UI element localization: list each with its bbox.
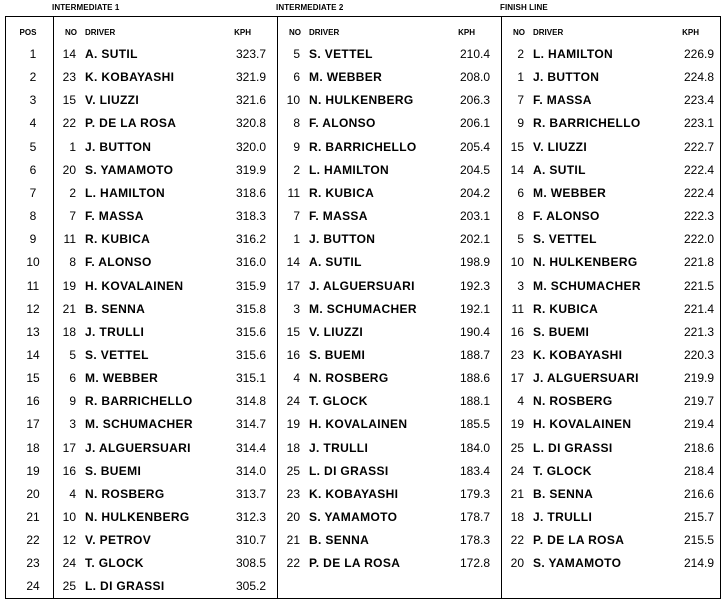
driver-name-cell: K. KOBAYASHI (533, 348, 623, 362)
position-cell: 19 (26, 464, 40, 478)
header-pos: POS (19, 28, 37, 37)
car-number-cell: 18 (510, 510, 524, 524)
driver-name-cell: L. DI GRASSI (533, 441, 613, 455)
speed-kph-cell: 183.4 (459, 464, 490, 478)
driver-name-cell: L. DI GRASSI (309, 464, 389, 478)
driver-name-cell: R. BARRICHELLO (309, 140, 417, 154)
speed-kph-cell: 318.6 (235, 186, 266, 200)
car-number-cell: 18 (286, 441, 300, 455)
position-cell: 13 (26, 325, 40, 339)
speed-kph-cell: 222.4 (683, 163, 714, 177)
driver-name-cell: S. BUEMI (309, 348, 366, 362)
car-number-cell: 9 (69, 394, 76, 408)
speed-kph-cell: 218.6 (683, 441, 714, 455)
driver-name-cell: R. KUBICA (309, 186, 375, 200)
car-number-cell: 1 (69, 140, 76, 154)
driver-name-cell: R. BARRICHELLO (85, 394, 193, 408)
driver-name-cell: J. ALGUERSUARI (309, 279, 415, 293)
position-cell: 17 (26, 417, 40, 431)
car-number-cell: 11 (287, 186, 300, 200)
driver-name-cell: S. VETTEL (533, 232, 597, 246)
car-number-cell: 3 (69, 417, 76, 431)
section-title-intermediate-2: INTERMEDIATE 2 (276, 3, 344, 12)
position-cell: 10 (26, 255, 40, 269)
car-number-cell: 21 (62, 302, 76, 316)
position-cell: 22 (26, 533, 40, 547)
speed-kph-cell: 219.4 (683, 417, 714, 431)
speed-kph-cell: 323.7 (235, 47, 266, 61)
driver-name-cell: S. BUEMI (533, 325, 590, 339)
car-number-cell: 23 (286, 487, 300, 501)
speed-kph-cell: 198.9 (459, 255, 490, 269)
driver-name-cell: S. VETTEL (85, 348, 149, 362)
driver-name-cell: K. KOBAYASHI (309, 487, 399, 501)
driver-name-cell: J. TRULLI (85, 325, 145, 339)
speed-kph-cell: 218.4 (683, 464, 714, 478)
car-number-cell: 3 (293, 302, 300, 316)
position-cell: 5 (29, 140, 37, 154)
driver-name-cell: H. KOVALAINEN (85, 279, 184, 293)
car-number-cell: 19 (286, 417, 300, 431)
car-number-cell: 24 (510, 464, 524, 478)
driver-name-cell: L. HAMILTON (85, 186, 166, 200)
driver-name-cell: J. BUTTON (533, 70, 600, 84)
car-number-cell: 23 (62, 70, 76, 84)
speed-kph-cell: 205.4 (459, 140, 490, 154)
speed-kph-cell: 219.7 (683, 394, 714, 408)
speed-kph-cell: 188.6 (459, 371, 490, 385)
car-number-cell: 11 (63, 232, 76, 246)
car-number-cell: 12 (62, 533, 76, 547)
driver-name-cell: T. GLOCK (309, 394, 368, 408)
driver-name-cell: V. PETROV (85, 533, 152, 547)
speed-kph-cell: 315.9 (235, 279, 266, 293)
speed-kph-cell: 188.7 (459, 348, 490, 362)
column-divider-finish-line (501, 16, 502, 599)
car-number-cell: 19 (510, 417, 524, 431)
speed-kph-cell: 190.4 (459, 325, 490, 339)
car-number-cell: 20 (286, 510, 300, 524)
speed-kph-cell: 316.0 (235, 255, 266, 269)
car-number-cell: 8 (69, 255, 76, 269)
speed-kph-cell: 185.5 (459, 417, 490, 431)
driver-name-cell: H. KOVALAINEN (533, 417, 632, 431)
speed-kph-cell: 203.1 (459, 209, 490, 223)
car-number-cell: 2 (293, 163, 300, 177)
driver-name-cell: T. GLOCK (533, 464, 592, 478)
driver-name-cell: M. SCHUMACHER (309, 302, 417, 316)
speed-kph-cell: 202.1 (459, 232, 490, 246)
driver-name-cell: N. ROSBERG (309, 371, 389, 385)
speed-kph-cell: 315.8 (235, 302, 266, 316)
position-cell: 20 (26, 487, 40, 501)
speed-kph-cell: 320.8 (235, 116, 266, 130)
driver-name-cell: M. WEBBER (309, 70, 383, 84)
car-number-cell: 5 (517, 232, 524, 246)
driver-name-cell: S. VETTEL (309, 47, 373, 61)
speed-kph-cell: 206.3 (459, 93, 490, 107)
car-number-cell: 8 (517, 209, 524, 223)
car-number-cell: 15 (62, 93, 76, 107)
driver-name-cell: H. KOVALAINEN (309, 417, 408, 431)
position-cell: 8 (29, 209, 37, 223)
header-no: NO (513, 28, 525, 37)
driver-name-cell: F. MASSA (309, 209, 368, 223)
driver-name-cell: P. DE LA ROSA (533, 533, 625, 547)
car-number-cell: 25 (62, 579, 76, 593)
speed-kph-cell: 192.3 (459, 279, 490, 293)
speed-kph-cell: 221.5 (683, 279, 714, 293)
car-number-cell: 16 (510, 325, 524, 339)
car-number-cell: 21 (510, 487, 524, 501)
car-number-cell: 4 (69, 487, 76, 501)
car-number-cell: 17 (62, 441, 76, 455)
car-number-cell: 20 (510, 556, 524, 570)
speed-kph-cell: 314.8 (235, 394, 266, 408)
car-number-cell: 4 (293, 371, 300, 385)
header-no: NO (65, 28, 77, 37)
car-number-cell: 25 (286, 464, 300, 478)
driver-name-cell: V. LIUZZI (533, 140, 588, 154)
speed-kph-cell: 220.3 (683, 348, 714, 362)
speed-kph-cell: 222.4 (683, 186, 714, 200)
driver-name-cell: T. GLOCK (85, 556, 144, 570)
speed-kph-cell: 321.6 (235, 93, 266, 107)
speed-kph-cell: 179.3 (459, 487, 490, 501)
header-kph: KPH (458, 28, 475, 37)
section-title-intermediate-1: INTERMEDIATE 1 (52, 3, 120, 12)
speed-kph-cell: 305.2 (235, 579, 266, 593)
car-number-cell: 15 (286, 325, 300, 339)
speed-kph-cell: 321.9 (235, 70, 266, 84)
car-number-cell: 24 (62, 556, 76, 570)
driver-name-cell: R. KUBICA (533, 302, 599, 316)
driver-name-cell: S. YAMAMOTO (309, 510, 398, 524)
car-number-cell: 18 (62, 325, 76, 339)
speed-kph-cell: 223.4 (683, 93, 714, 107)
car-number-cell: 6 (517, 186, 524, 200)
driver-name-cell: N. ROSBERG (85, 487, 165, 501)
car-number-cell: 20 (62, 163, 76, 177)
position-cell: 6 (29, 163, 37, 177)
car-number-cell: 2 (69, 186, 76, 200)
speed-kph-cell: 318.3 (235, 209, 266, 223)
car-number-cell: 6 (293, 70, 300, 84)
speed-kph-cell: 310.7 (235, 533, 266, 547)
car-number-cell: 10 (510, 255, 524, 269)
driver-name-cell: J. ALGUERSUARI (85, 441, 191, 455)
position-cell: 2 (29, 70, 37, 84)
car-number-cell: 22 (62, 116, 76, 130)
speed-kph-cell: 210.4 (459, 47, 490, 61)
speed-kph-cell: 204.2 (459, 186, 490, 200)
driver-name-cell: J. ALGUERSUARI (533, 371, 639, 385)
speed-kph-cell: 206.1 (459, 116, 490, 130)
car-number-cell: 25 (510, 441, 524, 455)
driver-name-cell: M. WEBBER (85, 371, 159, 385)
speed-kph-cell: 216.6 (683, 487, 714, 501)
car-number-cell: 7 (517, 93, 524, 107)
speed-kph-cell: 178.7 (459, 510, 490, 524)
position-cell: 14 (26, 348, 40, 362)
driver-name-cell: J. BUTTON (309, 232, 376, 246)
speed-kph-cell: 315.6 (235, 325, 266, 339)
car-number-cell: 1 (517, 70, 524, 84)
driver-name-cell: L. DI GRASSI (85, 579, 165, 593)
header-driver: DRIVER (85, 28, 116, 37)
car-number-cell: 4 (517, 394, 524, 408)
car-number-cell: 6 (69, 371, 76, 385)
position-cell: 18 (26, 441, 40, 455)
car-number-cell: 24 (286, 394, 300, 408)
car-number-cell: 3 (517, 279, 524, 293)
car-number-cell: 2 (517, 47, 524, 61)
speed-kph-cell: 224.8 (683, 70, 714, 84)
car-number-cell: 17 (286, 279, 300, 293)
position-cell: 23 (26, 556, 40, 570)
car-number-cell: 22 (510, 533, 524, 547)
position-cell: 3 (29, 93, 37, 107)
driver-name-cell: J. TRULLI (309, 441, 369, 455)
speed-kph-cell: 221.3 (683, 325, 714, 339)
car-number-cell: 5 (293, 47, 300, 61)
driver-name-cell: F. MASSA (85, 209, 144, 223)
speed-kph-cell: 319.9 (235, 163, 266, 177)
driver-name-cell: S. BUEMI (85, 464, 142, 478)
driver-name-cell: K. KOBAYASHI (85, 70, 175, 84)
driver-name-cell: N. HULKENBERG (85, 510, 190, 524)
speed-kph-cell: 315.1 (235, 371, 266, 385)
car-number-cell: 19 (62, 279, 76, 293)
position-cell: 12 (26, 302, 40, 316)
driver-name-cell: L. HAMILTON (309, 163, 390, 177)
car-number-cell: 5 (69, 348, 76, 362)
position-cell: 16 (26, 394, 40, 408)
speed-kph-cell: 214.9 (683, 556, 714, 570)
header-no: NO (289, 28, 301, 37)
driver-name-cell: B. SENNA (309, 533, 370, 547)
header-kph: KPH (682, 28, 699, 37)
speed-kph-cell: 314.0 (235, 464, 266, 478)
speed-kph-cell: 313.7 (235, 487, 266, 501)
driver-name-cell: F. ALONSO (309, 116, 376, 130)
driver-name-cell: N. HULKENBERG (309, 93, 414, 107)
driver-name-cell: A. SUTIL (85, 47, 138, 61)
driver-name-cell: B. SENNA (533, 487, 594, 501)
driver-name-cell: M. WEBBER (533, 186, 607, 200)
driver-name-cell: F. ALONSO (85, 255, 152, 269)
car-number-cell: 23 (510, 348, 524, 362)
driver-name-cell: A. SUTIL (533, 163, 586, 177)
position-cell: 1 (29, 47, 37, 61)
driver-name-cell: R. BARRICHELLO (533, 116, 641, 130)
position-cell: 7 (29, 186, 37, 200)
driver-name-cell: S. YAMAMOTO (85, 163, 174, 177)
driver-name-cell: P. DE LA ROSA (85, 116, 177, 130)
speed-kph-cell: 223.1 (683, 116, 714, 130)
speed-kph-cell: 219.9 (683, 371, 714, 385)
car-number-cell: 1 (293, 232, 300, 246)
speed-kph-cell: 188.1 (459, 394, 490, 408)
car-number-cell: 21 (286, 533, 300, 547)
speed-kph-cell: 204.5 (459, 163, 490, 177)
driver-name-cell: N. ROSBERG (533, 394, 613, 408)
car-number-cell: 10 (286, 93, 300, 107)
position-cell: 15 (26, 371, 40, 385)
speed-kph-cell: 314.7 (235, 417, 266, 431)
car-number-cell: 15 (510, 140, 524, 154)
speed-kph-cell: 221.4 (683, 302, 714, 316)
driver-name-cell: V. LIUZZI (85, 93, 140, 107)
car-number-cell: 10 (62, 510, 76, 524)
speed-kph-cell: 308.5 (235, 556, 266, 570)
driver-name-cell: S. YAMAMOTO (533, 556, 622, 570)
position-cell: 21 (26, 510, 40, 524)
speed-kph-cell: 312.3 (235, 510, 266, 524)
car-number-cell: 16 (62, 464, 76, 478)
driver-name-cell: F. MASSA (533, 93, 592, 107)
car-number-cell: 9 (517, 116, 524, 130)
driver-name-cell: J. BUTTON (85, 140, 152, 154)
driver-name-cell: M. SCHUMACHER (533, 279, 641, 293)
car-number-cell: 7 (69, 209, 76, 223)
speed-kph-cell: 215.7 (683, 510, 714, 524)
speed-kph-cell: 222.3 (683, 209, 714, 223)
speed-kph-cell: 184.0 (459, 441, 490, 455)
driver-name-cell: J. TRULLI (533, 510, 593, 524)
position-cell: 4 (29, 116, 37, 130)
section-title-finish-line: FINISH LINE (500, 3, 548, 12)
position-cell: 24 (26, 579, 40, 593)
speed-kph-cell: 314.4 (235, 441, 266, 455)
speed-kph-cell: 320.0 (235, 140, 266, 154)
speed-kph-cell: 208.0 (459, 70, 490, 84)
speed-kph-cell: 316.2 (235, 232, 266, 246)
driver-name-cell: M. SCHUMACHER (85, 417, 193, 431)
car-number-cell: 8 (293, 116, 300, 130)
column-divider-pos (53, 16, 54, 599)
car-number-cell: 14 (62, 47, 76, 61)
position-cell: 9 (29, 232, 37, 246)
header-driver: DRIVER (533, 28, 564, 37)
column-divider-intermediate-2 (277, 16, 278, 599)
driver-name-cell: A. SUTIL (309, 255, 362, 269)
car-number-cell: 22 (286, 556, 300, 570)
speed-kph-cell: 226.9 (683, 47, 714, 61)
speed-kph-cell: 172.8 (459, 556, 490, 570)
car-number-cell: 9 (293, 140, 300, 154)
driver-name-cell: L. HAMILTON (533, 47, 614, 61)
driver-name-cell: P. DE LA ROSA (309, 556, 401, 570)
driver-name-cell: N. HULKENBERG (533, 255, 638, 269)
driver-name-cell: F. ALONSO (533, 209, 600, 223)
car-number-cell: 17 (510, 371, 524, 385)
header-kph: KPH (234, 28, 251, 37)
position-cell: 11 (26, 279, 40, 293)
speed-kph-cell: 315.6 (235, 348, 266, 362)
car-number-cell: 14 (510, 163, 524, 177)
speed-kph-cell: 192.1 (459, 302, 490, 316)
header-driver: DRIVER (309, 28, 340, 37)
driver-name-cell: V. LIUZZI (309, 325, 364, 339)
speed-kph-cell: 222.7 (683, 140, 714, 154)
car-number-cell: 11 (511, 302, 524, 316)
speed-kph-cell: 178.3 (459, 533, 490, 547)
driver-name-cell: B. SENNA (85, 302, 146, 316)
car-number-cell: 16 (286, 348, 300, 362)
car-number-cell: 7 (293, 209, 300, 223)
speed-kph-cell: 215.5 (683, 533, 714, 547)
speed-kph-cell: 222.0 (683, 232, 714, 246)
speed-kph-cell: 221.8 (683, 255, 714, 269)
car-number-cell: 14 (286, 255, 300, 269)
driver-name-cell: R. KUBICA (85, 232, 151, 246)
